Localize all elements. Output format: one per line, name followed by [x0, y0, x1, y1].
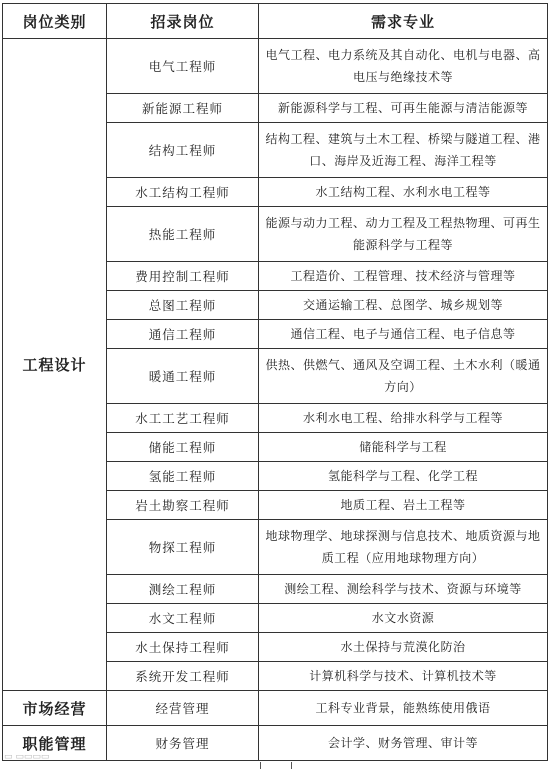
position-cell: 总图工程师 — [107, 291, 259, 320]
majors-cell: 水工结构工程、水利水电工程等 — [259, 178, 548, 207]
majors-cell: 供热、供燃气、通风及空调工程、土木水利（暖通方向） — [259, 349, 548, 404]
position-cell: 水工工艺工程师 — [107, 404, 259, 433]
category-cell: 职能管理 — [3, 726, 107, 761]
table-body — [3, 39, 548, 761]
position-cell: 通信工程师 — [107, 320, 259, 349]
majors-cell: 工程造价、工程管理、技术经济与管理等 — [259, 262, 548, 291]
recruitment-table — [2, 3, 548, 761]
majors-cell: 水土保持与荒漠化防治 — [259, 633, 548, 662]
table-row — [3, 726, 548, 761]
majors-cell: 测绘工程、测绘科学与技术、资源与环境等 — [259, 575, 548, 604]
position-cell: 岩土勘察工程师 — [107, 491, 259, 520]
majors-cell: 氢能科学与工程、化学工程 — [259, 462, 548, 491]
category-cell: 工程设计 — [3, 39, 107, 691]
position-cell: 测绘工程师 — [107, 575, 259, 604]
majors-cell: 交通运输工程、总图学、城乡规划等 — [259, 291, 548, 320]
table-row — [3, 691, 548, 726]
page-edge-mark — [260, 762, 292, 769]
header-position: 招录岗位 — [107, 4, 259, 39]
header-row — [3, 4, 548, 39]
majors-cell: 电气工程、电力系统及其自动化、电机与电器、高电压与绝缘技术等 — [259, 39, 548, 94]
position-cell: 费用控制工程师 — [107, 262, 259, 291]
majors-cell: 会计学、财务管理、审计等 — [259, 726, 548, 761]
majors-cell: 工科专业背景，能熟练使用俄语 — [259, 691, 548, 726]
watermark-logo: ▭ ▭▭▭▭ — [4, 752, 50, 762]
majors-cell: 地球物理学、地球探测与信息技术、地质资源与地质工程（应用地球物理方向） — [259, 520, 548, 575]
position-cell: 水土保持工程师 — [107, 633, 259, 662]
position-cell: 氢能工程师 — [107, 462, 259, 491]
position-cell: 财务管理 — [107, 726, 259, 761]
header-majors: 需求专业 — [259, 4, 548, 39]
position-cell: 结构工程师 — [107, 123, 259, 178]
position-cell: 电气工程师 — [107, 39, 259, 94]
majors-cell: 通信工程、电子与通信工程、电子信息等 — [259, 320, 548, 349]
majors-cell: 储能科学与工程 — [259, 433, 548, 462]
position-cell: 储能工程师 — [107, 433, 259, 462]
table-row — [3, 39, 548, 94]
majors-cell: 新能源科学与工程、可再生能源与清洁能源等 — [259, 94, 548, 123]
position-cell: 暖通工程师 — [107, 349, 259, 404]
header-category: 岗位类别 — [3, 4, 107, 39]
majors-cell: 结构工程、建筑与土木工程、桥梁与隧道工程、港口、海岸及近海工程、海洋工程等 — [259, 123, 548, 178]
position-cell: 水文工程师 — [107, 604, 259, 633]
majors-cell: 能源与动力工程、动力工程及工程热物理、可再生能源科学与工程等 — [259, 207, 548, 262]
position-cell: 水工结构工程师 — [107, 178, 259, 207]
category-cell: 市场经营 — [3, 691, 107, 726]
majors-cell: 计算机科学与技术、计算机技术等 — [259, 662, 548, 691]
majors-cell: 地质工程、岩土工程等 — [259, 491, 548, 520]
position-cell: 物探工程师 — [107, 520, 259, 575]
position-cell: 新能源工程师 — [107, 94, 259, 123]
position-cell: 经营管理 — [107, 691, 259, 726]
majors-cell: 水利水电工程、给排水科学与工程等 — [259, 404, 548, 433]
majors-cell: 水文水资源 — [259, 604, 548, 633]
position-cell: 系统开发工程师 — [107, 662, 259, 691]
position-cell: 热能工程师 — [107, 207, 259, 262]
